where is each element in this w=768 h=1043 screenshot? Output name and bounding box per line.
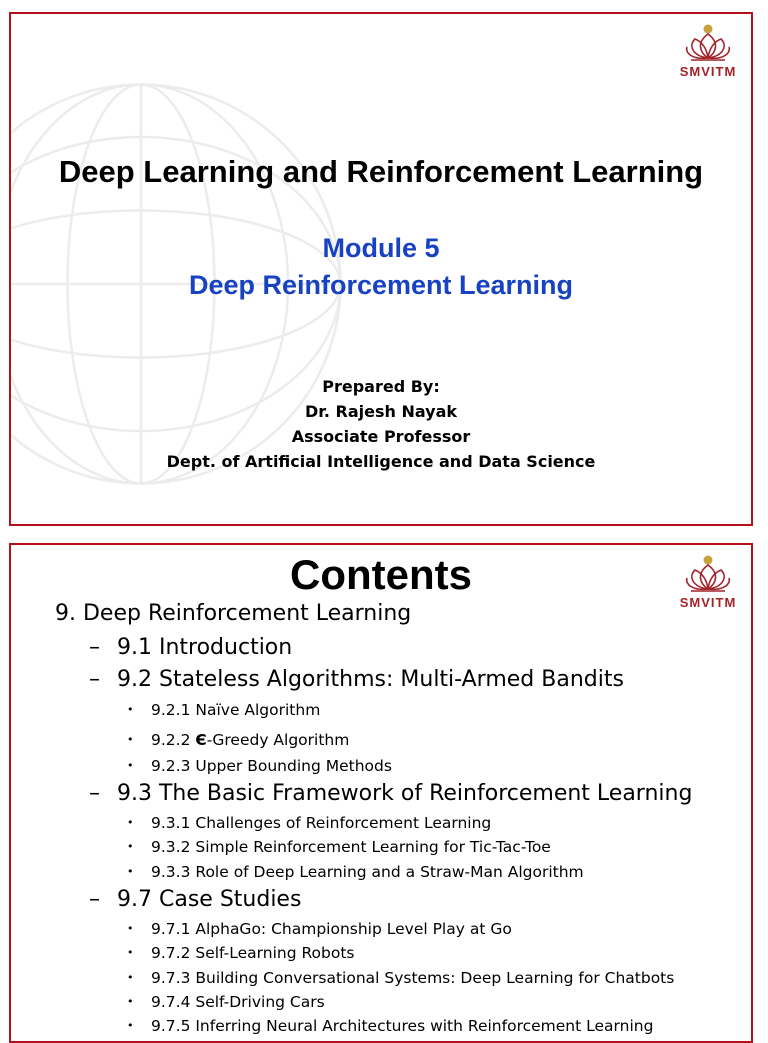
toc-subsection	[127, 969, 674, 987]
toc-subsection	[127, 757, 392, 775]
toc-section-label: 9.7 Case Studies	[117, 887, 302, 912]
author-department: Dept. of Artificial Intelligence and Data Science	[166, 452, 596, 471]
bullet-marker: •	[127, 946, 134, 959]
toc-subsection	[127, 731, 349, 749]
logo-text: SMVITM	[679, 64, 737, 79]
toc-subsection	[127, 701, 320, 719]
bullet-marker: •	[127, 703, 134, 716]
prepared-by-label: Prepared By:	[322, 377, 440, 396]
module-number: Module 5	[322, 233, 440, 263]
author-name: Dr. Rajesh Nayak	[304, 402, 458, 421]
dash-marker: –	[89, 667, 100, 692]
toc-subsection	[127, 838, 551, 856]
module-name: Deep Reinforcement Learning	[188, 270, 574, 300]
logo-text: SMVITM	[679, 595, 737, 610]
epsilon-symbol: Є	[195, 731, 207, 749]
toc-subsection-label: 9.7.4 Self-Driving Cars	[151, 993, 325, 1011]
toc-subsection-label: 9.3.2 Simple Reinforcement Learning for Tic-Tac-Toe	[151, 838, 551, 856]
toc-section-label: 9.1 Introduction	[117, 635, 293, 660]
toc-subsection	[127, 944, 355, 962]
toc-subsection-label: 9.2.3 Upper Bounding Methods	[151, 757, 392, 775]
toc-section	[89, 635, 292, 660]
title-slide	[9, 12, 753, 526]
toc-section	[89, 887, 301, 912]
bullet-marker: •	[127, 816, 134, 829]
course-title: Deep Learning and Reinforcement Learning	[58, 154, 704, 189]
toc-subsection-label: -Greedy Algorithm	[206, 731, 350, 749]
toc-section	[89, 781, 692, 806]
bullet-marker: •	[127, 865, 134, 878]
bullet-marker: •	[127, 971, 134, 984]
toc-subsection	[127, 863, 584, 881]
bullet-marker: •	[127, 759, 134, 772]
toc-subsection-label: 9.7.1 AlphaGo: Championship Level Play at Go	[151, 920, 512, 938]
toc-chapter: 9. Deep Reinforcement Learning	[55, 601, 412, 626]
dash-marker: –	[89, 887, 100, 912]
toc-section-label: 9.2 Stateless Algorithms: Multi-Armed Bandits	[117, 667, 624, 692]
lotus-icon	[685, 22, 731, 62]
bullet-marker: •	[127, 840, 134, 853]
table-of-contents	[11, 545, 751, 1041]
toc-subsection-label: 9.3.1 Challenges of Reinforcement Learning	[151, 814, 492, 832]
toc-subsection	[127, 1017, 653, 1035]
toc-section-label: 9.3 The Basic Framework of Reinforcement Learning	[117, 781, 693, 806]
dash-marker: –	[89, 781, 100, 806]
contents-title: Contents	[290, 551, 472, 598]
toc-subsection-label: 9.7.3 Building Conversational Systems: Deep Learning for Chatbots	[151, 969, 675, 987]
author-block	[11, 374, 751, 474]
author-designation: Associate Professor	[291, 427, 471, 446]
toc-subsection	[127, 814, 491, 832]
toc-subsection	[127, 920, 512, 938]
contents-slide	[9, 543, 753, 1043]
college-logo	[675, 22, 741, 79]
toc-subsection-label: 9.2.1 Naïve Algorithm	[151, 701, 321, 719]
dash-marker: –	[89, 635, 100, 660]
bullet-marker: •	[127, 733, 134, 746]
bullet-marker: •	[127, 1019, 134, 1032]
toc-subsection	[127, 993, 325, 1011]
bullet-marker: •	[127, 922, 134, 935]
bullet-marker: •	[127, 995, 134, 1008]
toc-subsection-label: 9.3.3 Role of Deep Learning and a Straw-Man Algorithm	[151, 863, 584, 881]
toc-section	[89, 667, 624, 692]
toc-subsection-label: 9.7.2 Self-Learning Robots	[151, 944, 355, 962]
toc-subsection-number: 9.2.2	[151, 731, 196, 749]
toc-subsection-label: 9.7.5 Inferring Neural Architectures with Reinforcement Learning	[151, 1017, 654, 1035]
